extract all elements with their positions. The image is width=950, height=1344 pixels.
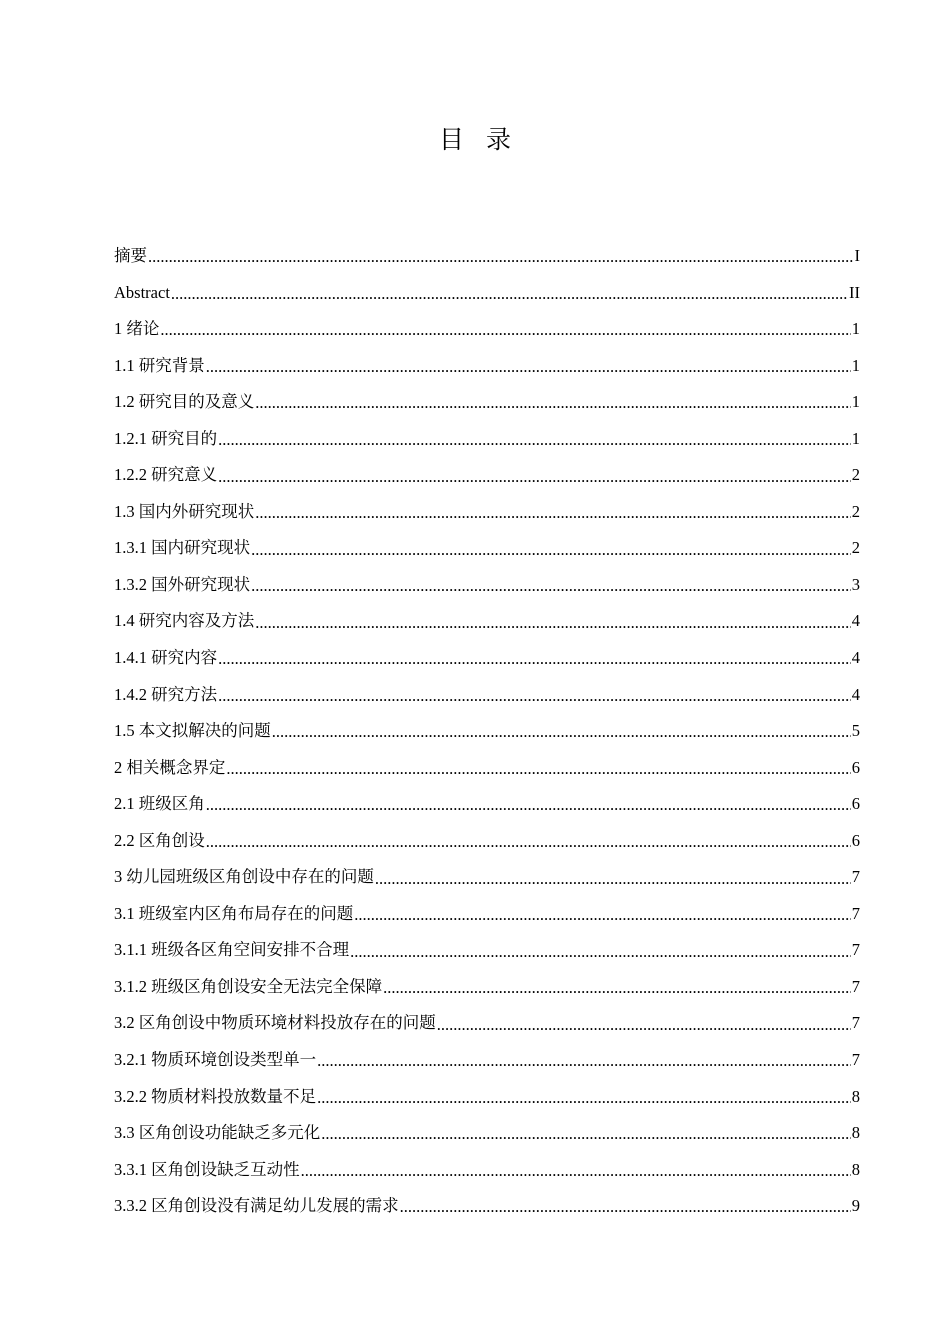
toc-entry-label: 3.1.1 班级各区角空间安排不合理: [114, 940, 350, 960]
toc-entry-label: Abstract: [114, 282, 170, 302]
toc-leader-dots: [321, 1123, 851, 1143]
toc-entry-page-number: 7: [851, 976, 860, 996]
toc-entry-page-number: 1: [851, 355, 860, 375]
toc-entry-page-number: 4: [851, 611, 860, 631]
toc-leader-dots: [206, 831, 851, 851]
toc-leader-dots: [255, 612, 851, 632]
toc-entry-page-number: 4: [851, 648, 860, 668]
toc-entry-page-number: 4: [851, 684, 860, 704]
toc-entry-label: 1 绪论: [114, 319, 160, 339]
toc-entry-label: 1.4 研究内容及方法: [114, 611, 255, 631]
toc-leader-dots: [206, 794, 851, 814]
toc-entry-label: 3.2.1 物质环境创设类型单一: [114, 1050, 317, 1070]
toc-entry[interactable]: [114, 567, 860, 604]
toc-entry[interactable]: [114, 1188, 860, 1225]
toc-entry[interactable]: [114, 1042, 860, 1079]
toc-entry-label: 2.2 区角创设: [114, 830, 205, 850]
toc-entry-page-number: 7: [851, 903, 860, 923]
toc-entry[interactable]: [114, 677, 860, 714]
toc-leader-dots: [218, 429, 851, 449]
toc-leader-dots: [226, 758, 850, 778]
toc-entry-page-number: 6: [851, 794, 860, 814]
toc-entry[interactable]: [114, 421, 860, 458]
toc-entry-label: 3.2.2 物质材料投放数量不足: [114, 1086, 317, 1106]
toc-entry[interactable]: [114, 896, 860, 933]
toc-entry[interactable]: [114, 603, 860, 640]
toc-entry-page-number: II: [849, 282, 860, 302]
toc-entry[interactable]: [114, 750, 860, 787]
toc-leader-dots: [400, 1196, 851, 1216]
toc-entry-page-number: 6: [851, 757, 860, 777]
toc-list: [114, 238, 860, 1225]
toc-leader-dots: [148, 246, 854, 266]
toc-leader-dots: [272, 721, 851, 741]
toc-entry[interactable]: [114, 1152, 860, 1189]
toc-entry-label: 1.3.1 国内研究现状: [114, 538, 251, 558]
toc-entry-label: 1.5 本文拟解决的问题: [114, 721, 271, 741]
toc-leader-dots: [255, 502, 851, 522]
toc-entry[interactable]: [114, 457, 860, 494]
toc-leader-dots: [171, 283, 848, 303]
toc-entry[interactable]: [114, 275, 860, 312]
toc-entry-label: 1.2.2 研究意义: [114, 465, 218, 485]
toc-entry[interactable]: [114, 1005, 860, 1042]
toc-leader-dots: [354, 904, 851, 924]
toc-leader-dots: [350, 941, 851, 961]
toc-entry-page-number: 8: [851, 1123, 860, 1143]
toc-entry-page-number: 8: [851, 1086, 860, 1106]
toc-entry-page-number: 3: [851, 574, 860, 594]
toc-entry-page-number: 1: [851, 428, 860, 448]
toc-entry[interactable]: [114, 348, 860, 385]
toc-leader-dots: [317, 1087, 851, 1107]
toc-leader-dots: [301, 1160, 851, 1180]
toc-entry[interactable]: [114, 859, 860, 896]
toc-leader-dots: [160, 319, 850, 339]
toc-entry[interactable]: [114, 969, 860, 1006]
toc-entry-label: 3 幼儿园班级区角创设中存在的问题: [114, 867, 374, 887]
toc-entry-page-number: 5: [851, 721, 860, 741]
toc-entry-label: 3.3.1 区角创设缺乏互动性: [114, 1159, 300, 1179]
toc-leader-dots: [255, 392, 851, 412]
toc-entry[interactable]: [114, 530, 860, 567]
toc-leader-dots: [317, 1050, 851, 1070]
toc-entry-label: 1.3 国内外研究现状: [114, 501, 255, 521]
toc-entry-page-number: 2: [851, 465, 860, 485]
toc-leader-dots: [251, 575, 851, 595]
toc-entry-label: 1.3.2 国外研究现状: [114, 574, 251, 594]
toc-leader-dots: [251, 539, 851, 559]
toc-entry-page-number: 8: [851, 1159, 860, 1179]
toc-entry-label: 2.1 班级区角: [114, 794, 205, 814]
toc-entry[interactable]: [114, 494, 860, 531]
toc-leader-dots: [375, 868, 851, 888]
toc-entry[interactable]: [114, 823, 860, 860]
toc-entry-page-number: I: [854, 246, 860, 265]
toc-entry[interactable]: [114, 786, 860, 823]
toc-entry-page-number: 7: [851, 1013, 860, 1033]
toc-entry[interactable]: [114, 640, 860, 677]
toc-entry[interactable]: [114, 1079, 860, 1116]
toc-leader-dots: [383, 977, 851, 997]
toc-entry-page-number: 1: [851, 392, 860, 412]
toc-entry-label: 1.2 研究目的及意义: [114, 392, 255, 412]
toc-leader-dots: [437, 1014, 851, 1034]
toc-entry[interactable]: [114, 238, 860, 275]
toc-entry-page-number: 6: [851, 830, 860, 850]
toc-leader-dots: [218, 685, 851, 705]
toc-entry-page-number: 7: [851, 1050, 860, 1070]
toc-leader-dots: [218, 466, 851, 486]
toc-entry-label: 3.1.2 班级区角创设安全无法完全保障: [114, 976, 383, 996]
toc-entry-label: 1.4.1 研究内容: [114, 648, 218, 668]
toc-leader-dots: [206, 356, 851, 376]
toc-entry[interactable]: [114, 932, 860, 969]
toc-entry-page-number: 9: [851, 1196, 860, 1216]
toc-entry-page-number: 1: [851, 319, 860, 339]
toc-entry-page-number: 2: [851, 501, 860, 521]
toc-leader-dots: [218, 648, 851, 668]
toc-entry[interactable]: [114, 713, 860, 750]
toc-entry-label: 3.3 区角创设功能缺乏多元化: [114, 1123, 321, 1143]
toc-entry-label: 3.2 区角创设中物质环境材料投放存在的问题: [114, 1013, 436, 1033]
toc-entry-label: 3.3.2 区角创设没有满足幼儿发展的需求: [114, 1196, 399, 1216]
toc-entry-page-number: 7: [851, 940, 860, 960]
toc-entry-page-number: 2: [851, 538, 860, 558]
toc-title: 目录: [438, 125, 533, 154]
toc-entry-label: 3.1 班级室内区角布局存在的问题: [114, 903, 354, 923]
toc-entry-label: 1.1 研究背景: [114, 355, 205, 375]
toc-entry[interactable]: [114, 384, 860, 421]
toc-entry-label: 2 相关概念界定: [114, 757, 226, 777]
toc-entry-label: 1.2.1 研究目的: [114, 428, 218, 448]
toc-entry-page-number: 7: [851, 867, 860, 887]
toc-entry[interactable]: [114, 1115, 860, 1152]
toc-entry[interactable]: [114, 311, 860, 348]
toc-entry-label: 摘要: [114, 246, 147, 265]
toc-entry-label: 1.4.2 研究方法: [114, 684, 218, 704]
